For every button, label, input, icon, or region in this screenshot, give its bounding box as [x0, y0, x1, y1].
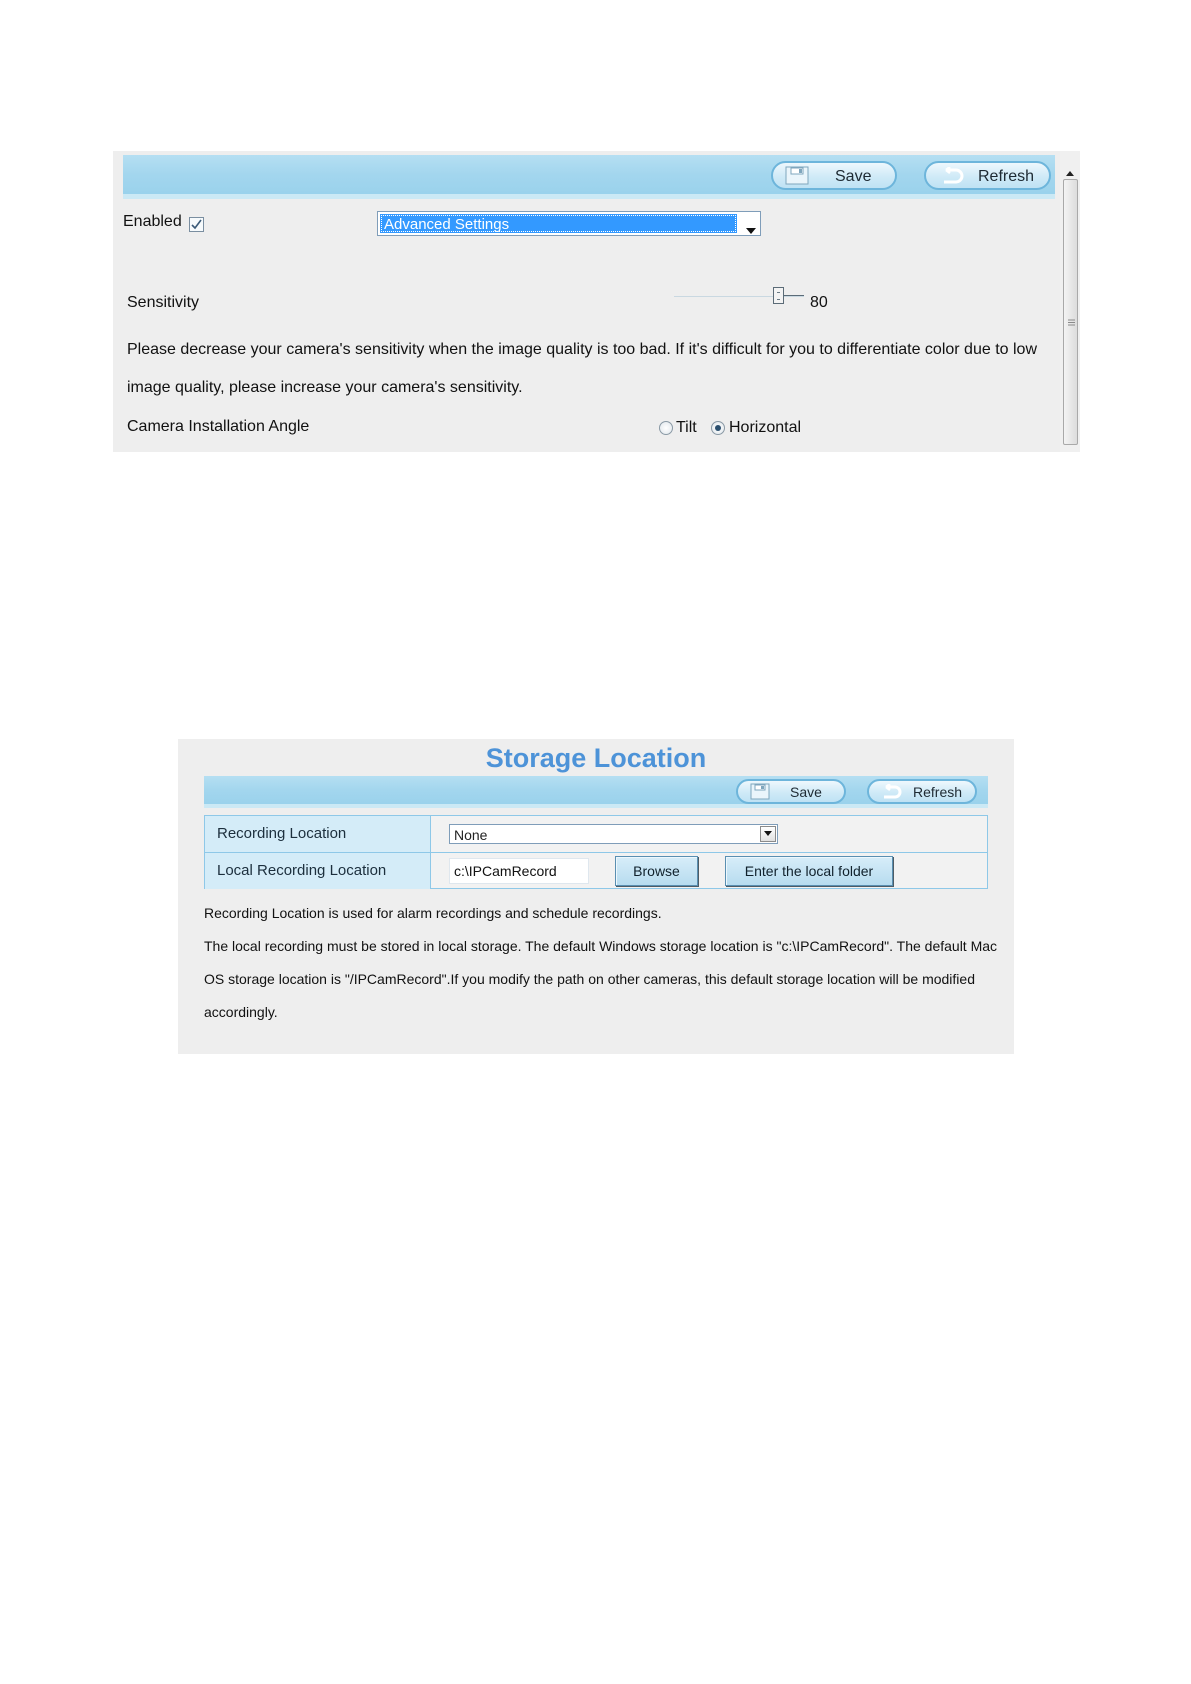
- mode-select-value: Advanced Settings: [380, 214, 737, 233]
- sensitivity-value: 80: [810, 294, 828, 311]
- refresh-button[interactable]: [924, 161, 1051, 190]
- save-button[interactable]: [736, 779, 846, 804]
- horizontal-radio-label: Horizontal: [729, 419, 802, 436]
- local-recording-location-label: Local Recording Location: [205, 853, 431, 889]
- enter-local-folder-button[interactable]: Enter the local folder: [725, 856, 893, 886]
- recording-location-note: Recording Location is used for alarm recordings and schedule recordings.: [204, 905, 662, 921]
- recording-location-value: None: [454, 827, 488, 843]
- tilt-radio[interactable]: [659, 421, 673, 435]
- checkmark-icon: [190, 218, 203, 231]
- storage-location-panel: [178, 739, 1014, 1054]
- recording-location-label: Recording Location: [205, 816, 431, 852]
- local-path-input[interactable]: [449, 858, 589, 884]
- storage-help-text: [204, 897, 1004, 1029]
- browse-button[interactable]: Browse: [615, 856, 698, 886]
- refresh-button-label: Refresh: [913, 784, 963, 800]
- tilt-radio-label: Tilt: [676, 419, 697, 436]
- toolbar: [204, 776, 988, 808]
- installation-angle-label: Camera Installation Angle: [127, 418, 310, 435]
- refresh-icon: [879, 784, 903, 804]
- storage-settings-table: [204, 815, 988, 889]
- table-row: [205, 816, 987, 853]
- motion-settings-panel: [113, 151, 1080, 452]
- mode-select[interactable]: [377, 211, 761, 236]
- vertical-scrollbar[interactable]: [1060, 151, 1080, 452]
- floppy-disk-icon: [750, 783, 770, 805]
- grip-icon: [1068, 313, 1075, 331]
- save-button-label: Save: [835, 168, 872, 185]
- table-row: [205, 853, 987, 889]
- toolbar: [123, 155, 1055, 199]
- save-button-label: Save: [790, 784, 822, 800]
- horizontal-radio[interactable]: [711, 421, 725, 435]
- page-title: Storage Location: [485, 743, 707, 773]
- enabled-checkbox[interactable]: [189, 217, 204, 232]
- dropdown-button[interactable]: [760, 826, 776, 842]
- floppy-disk-icon: [785, 166, 809, 190]
- refresh-icon: [938, 167, 964, 189]
- scrollbar-thumb[interactable]: [1063, 179, 1078, 445]
- sensitivity-slider-fill: [784, 295, 804, 296]
- save-button[interactable]: [771, 161, 897, 190]
- local-recording-note: The local recording must be stored in local storage. The default Windows storage location is "c:\IPCamRecord". The default Mac OS storage location is "/IPCamRecord".If you modify the path on other cameras, this default storage location will be modified accordingly.: [204, 938, 998, 1020]
- refresh-button[interactable]: [867, 779, 977, 804]
- sensitivity-slider-track[interactable]: [674, 296, 804, 297]
- enabled-label: Enabled: [123, 213, 182, 230]
- sensitivity-slider-handle[interactable]: [773, 287, 784, 304]
- recording-location-select[interactable]: [449, 824, 778, 844]
- refresh-button-label: Refresh: [978, 168, 1035, 185]
- sensitivity-label: Sensitivity: [127, 294, 200, 311]
- chevron-down-icon: [764, 831, 772, 836]
- chevron-down-icon: [746, 221, 756, 239]
- sensitivity-help-text: Please decrease your camera's sensitivity when the image quality is too bad. If it's difficult for you to differentiate color due to low image quality, please increase your camera's sensitivity.: [127, 341, 1037, 396]
